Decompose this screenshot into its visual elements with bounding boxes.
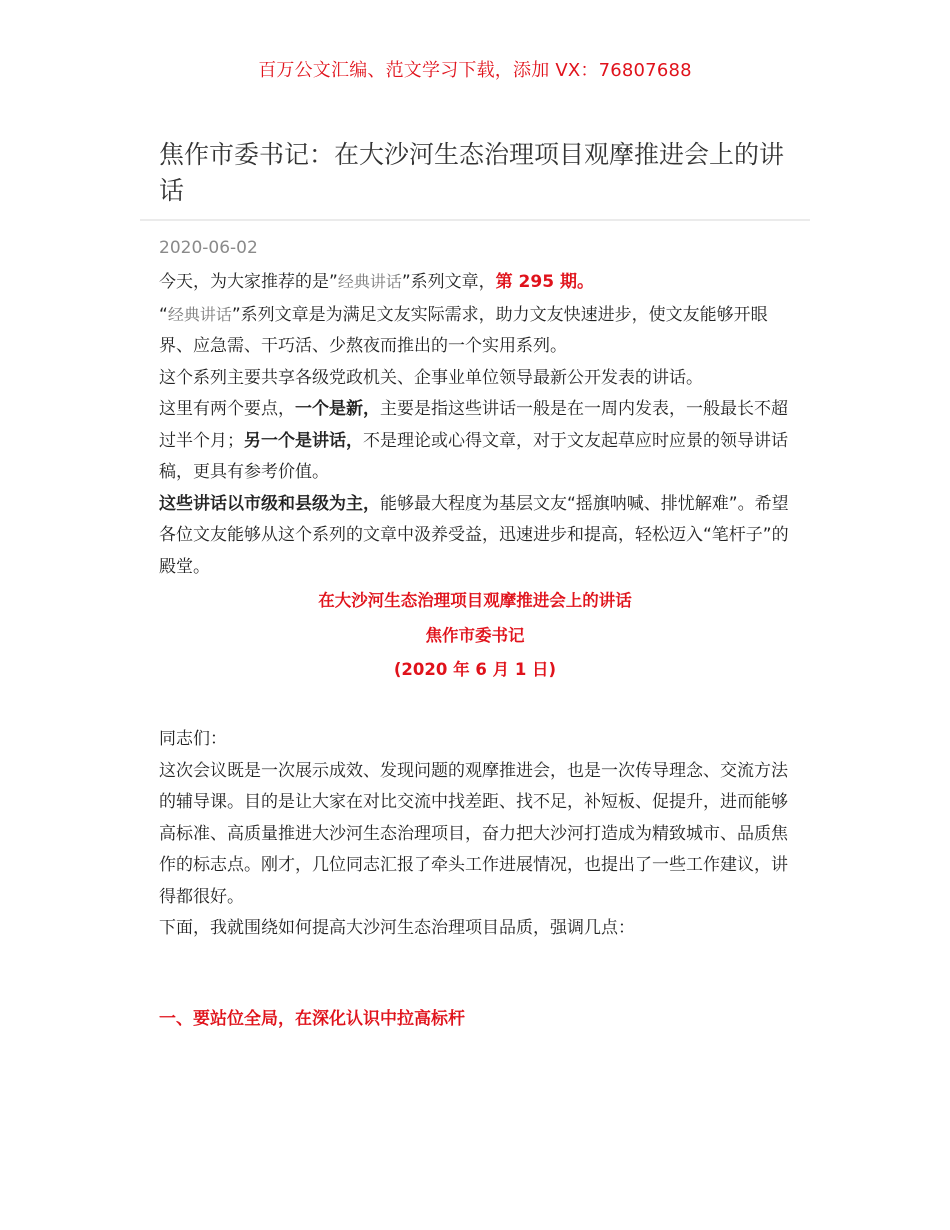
speech-body bbox=[159, 724, 795, 945]
intro-paragraph-4 bbox=[159, 394, 795, 489]
speaker: 焦作市委书记 bbox=[425, 625, 525, 645]
issue-number: 第 295 期。 bbox=[495, 272, 594, 292]
intro-text: ”系列文章是为满足文友实际需求，助力文友快速进步，使文友能够开眼界、应急需、干巧活、少熬夜而推出的一个实用系列。 bbox=[159, 304, 768, 356]
key-point-3: 这些讲话以市级和县级为主， bbox=[159, 493, 380, 514]
intro-paragraph-5 bbox=[159, 489, 795, 584]
title-divider bbox=[140, 219, 810, 221]
body-paragraph-1: 这次会议既是一次展示成效、发现问题的观摩推进会，也是一次传导理念、交流方法的辅导课。目的是让大家在对比交流中找差距、找不足，补短板、促提升，进而能够高标准、高质量推进大沙河生态治理项目，奋力把大沙河打造成为精致城市、品质焦作的标志点。刚才，几位同志汇报了牵头工作进展情况，也提出了一些工作建议，讲得都很好。 bbox=[159, 760, 788, 907]
intro-text: 能够最大程度为基层文友“摇旗呐喊、排忧解难”。希望各位文友能够从这个系列的文章中汲养受益，迅速进步和提高，轻松迈入“笔杆子”的殿堂。 bbox=[159, 493, 789, 577]
publish-date: 2020-06-02 bbox=[159, 238, 258, 258]
intro-text: ”系列文章， bbox=[401, 272, 496, 292]
speech-date: (2020 年 6 月 1 日) bbox=[393, 660, 557, 679]
key-point-1: 一个是新， bbox=[295, 399, 380, 419]
intro-paragraph-2 bbox=[159, 299, 795, 363]
body-paragraph-2: 下面，我就围绕如何提高大沙河生态治理项目品质，强调几点： bbox=[159, 918, 635, 938]
speech-heading bbox=[159, 584, 791, 688]
intro-text: 这里有两个要点， bbox=[159, 399, 295, 419]
intro-section bbox=[159, 266, 795, 583]
speech-title: 在大沙河生态治理项目观摩推进会上的讲话 bbox=[318, 591, 632, 610]
intro-text: “ bbox=[159, 304, 168, 325]
intro-paragraph-3: 这个系列主要共享各级党政机关、企事业单位领导最新公开发表的讲话。 bbox=[159, 367, 703, 388]
promo-banner: 百万公文汇编、范文学习下载，添加 VX：76807688 bbox=[258, 60, 692, 81]
section-heading-1: 一、要站位全局，在深化认识中拉高标杆 bbox=[159, 1009, 465, 1029]
intro-text: 主要是指这些讲话一般是在一周内发表，一般最长不超过半个月； bbox=[159, 399, 788, 451]
article-title: 焦作市委书记：在大沙河生态治理项目观摩推进会上的讲话 bbox=[159, 140, 785, 205]
series-name-quote: 经典讲话 bbox=[167, 304, 232, 324]
greeting: 同志们： bbox=[159, 729, 227, 749]
intro-text: 不是理论或心得文章，对于文友起草应时应景的领导讲话稿，更具有参考价值。 bbox=[159, 430, 788, 482]
intro-paragraph-1 bbox=[159, 266, 795, 299]
intro-text: 今天，为大家推荐的是” bbox=[159, 272, 338, 292]
series-name-quote: 经典讲话 bbox=[337, 272, 402, 291]
key-point-2: 另一个是讲话， bbox=[244, 430, 363, 451]
